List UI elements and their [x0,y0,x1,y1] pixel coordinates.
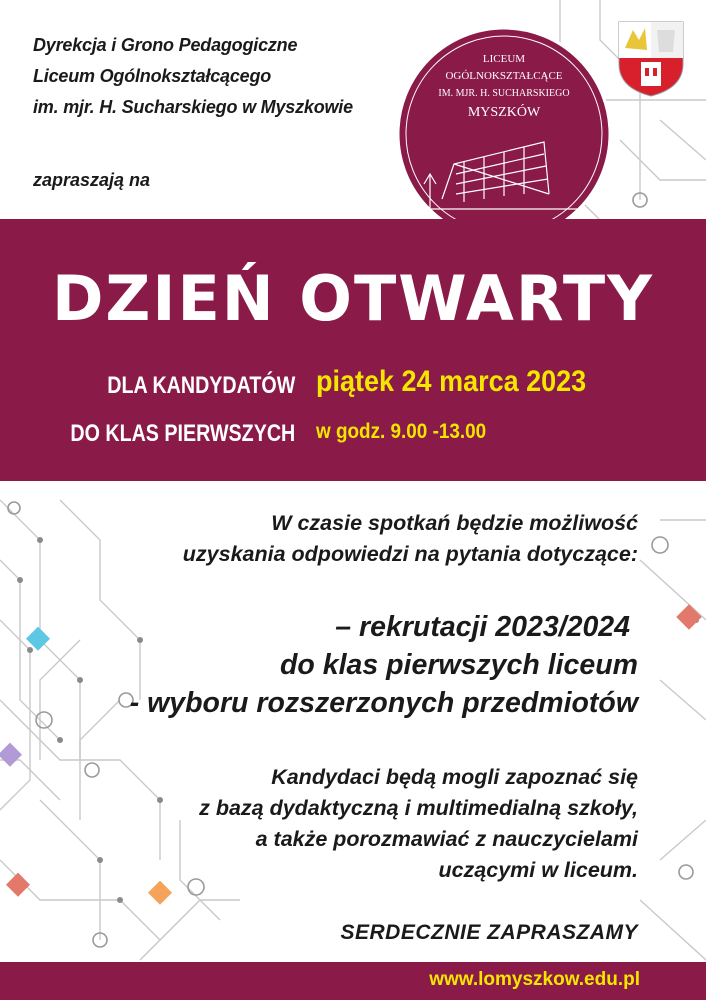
candidates-info [199,762,638,886]
intro-line: W czasie spotkań będzie możliwość [271,511,638,535]
candidates-line: a także porozmawiać z nauczycielami [255,827,638,851]
audience-line: DO KLAS PIERWSZYCH [70,420,295,447]
seal-line: MYSZKÓW [467,105,541,120]
topic-line: - wyboru rozszerzonych przedmiotów [129,687,638,719]
candidates-line: z bazą dydaktyczną i multimedialną szkoły, [199,796,638,820]
candidates-line: Kandydaci będą mogli zapoznać się [271,765,638,789]
intro-line: uzyskania odpowiedzi na pytania dotyczące: [182,542,638,566]
closing-text: SERDECZNIE ZAPRASZAMY [340,921,638,944]
seal-line: IM. MJR. H. SUCHARSKIEGO [438,88,570,99]
town-coat-of-arms-icon [615,18,687,98]
topic-line: do klas pierwszych liceum [280,649,638,681]
invite-text: zapraszają na [33,170,151,190]
organizer-line: Dyrekcja i Grono Pedagogiczne [33,35,298,55]
topics-list [130,608,638,722]
event-date: piątek 24 marca 2023 [316,365,587,398]
topic-line: – rekrutacji 2023/2024 [335,611,630,643]
intro-text [183,508,638,570]
audience-line: DLA KANDYDATÓW [106,372,295,399]
school-seal-logo [394,24,614,244]
organizer-line: im. mjr. H. Sucharskiego w Myszkowie [33,97,353,117]
candidates-line: uczącymi w liceum. [438,858,638,882]
seal-line: OGÓLNOKSZTAŁCĄCE [445,70,563,82]
event-hours: w godz. 9.00 -13.00 [316,420,487,443]
organizer-line: Liceum Ogólnokształcącego [33,66,272,86]
seal-line: LICEUM [482,53,526,65]
website-link[interactable]: www.lomyszkow.edu.pl [429,969,640,990]
organizer-block [33,30,353,123]
event-title: DZIEŃ OTWARTY [51,262,655,335]
